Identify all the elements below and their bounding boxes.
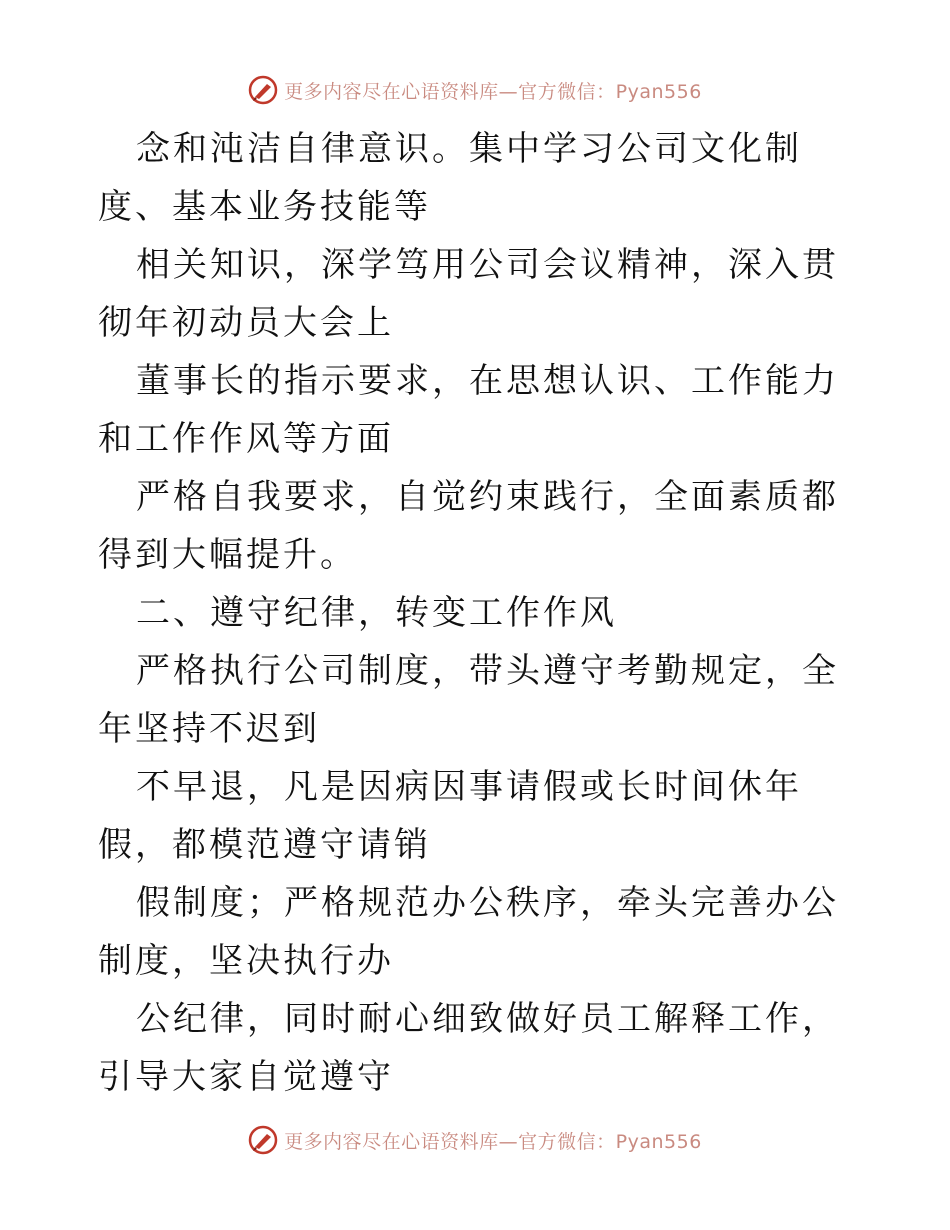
paragraph: 严格执行公司制度，带头遵守考勤规定，全年坚持不迟到 [98, 651, 839, 749]
watermark-text: 更多内容尽在心语资料库—官方微信：Pyan556 [284, 80, 702, 103]
section-heading: 二、遵守纪律，转变工作作风 [136, 593, 617, 633]
watermark-text: 更多内容尽在心语资料库—官方微信：Pyan556 [284, 1130, 702, 1153]
paragraph: 相关知识，深学笃用公司会议精神，深入贯彻年初动员大会上 [98, 245, 839, 343]
pen-logo-icon [248, 75, 278, 105]
paragraph: 假制度；严格规范办公秩序，牵头完善办公制度，坚决执行办 [98, 883, 839, 981]
pen-logo-icon [248, 1125, 278, 1155]
paragraph: 严格自我要求，自觉约束践行，全面素质都得到大幅提升。 [98, 477, 839, 575]
document-body [98, 120, 858, 1106]
header-watermark [0, 70, 950, 110]
paragraph: 不早退，凡是因病因事请假或长时间休年假，都模范遵守请销 [98, 767, 802, 865]
footer-watermark [0, 1120, 950, 1160]
paragraph: 公纪律，同时耐心细致做好员工解释工作，引导大家自觉遵守 [98, 999, 839, 1097]
paragraph: 念和沌洁自律意识。集中学习公司文化制度、基本业务技能等 [98, 129, 802, 227]
paragraph: 董事长的指示要求，在思想认识、工作能力和工作作风等方面 [98, 361, 839, 459]
